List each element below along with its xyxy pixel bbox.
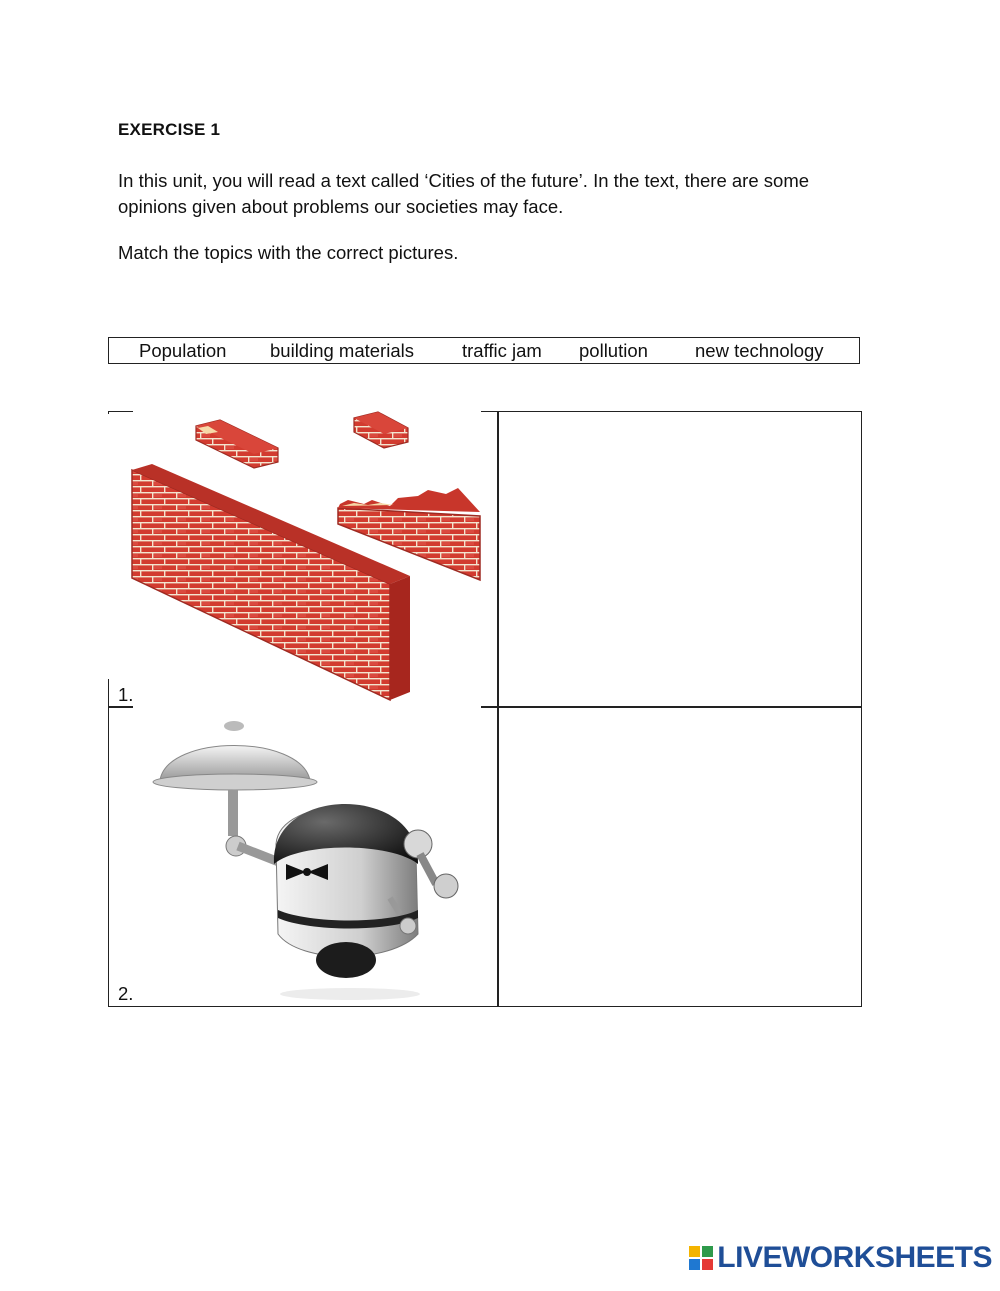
robot-waiter-image [150,714,470,1004]
exercise-intro: In this unit, you will read a text called ‘Cities of the future’. In the text, there are some opinions given about problems our societies may face. [118,170,810,217]
exercise-instruction: Match the topics with the correct pictures. [118,242,459,263]
exercise-title: EXERCISE 1 [118,120,221,139]
word-bank-item: Population [139,340,227,361]
brick-walls-image [128,408,488,708]
word-bank-item: traffic jam [462,340,542,361]
word-bank-item: building materials [270,340,414,361]
answer-field-1[interactable] [500,413,864,707]
brand-name: LIVEWORKSHEETS [717,1241,992,1274]
item-number: 1. [118,684,134,705]
table-divider [497,411,499,1007]
liveworksheets-logo-icon [689,1246,713,1270]
word-bank-item: new technology [695,340,824,361]
item-number: 2. [118,983,134,1004]
answer-field-2[interactable] [500,708,864,1007]
liveworksheets-logo [689,1241,992,1275]
word-bank-item: pollution [579,340,648,361]
word-bank [108,337,860,364]
